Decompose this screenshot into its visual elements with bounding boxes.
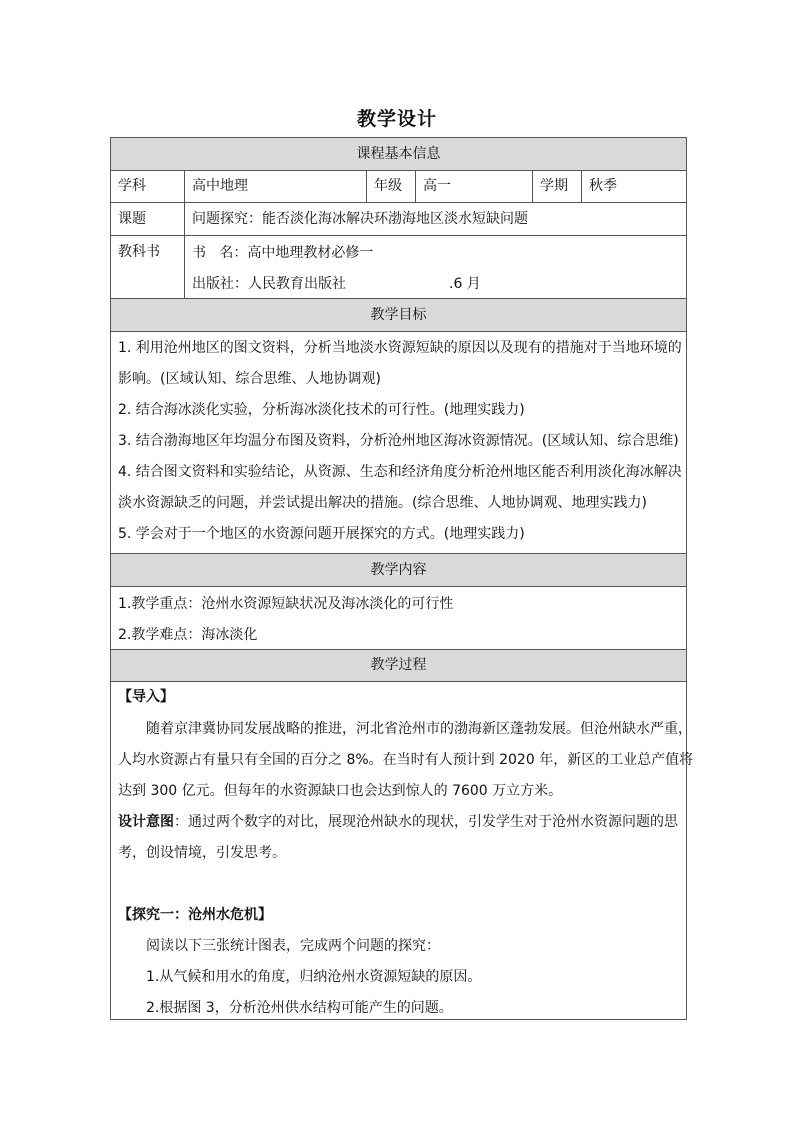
objective-line: 5. 学会对于一个地区的水资源问题开展探究的方式。(地理实践力)	[118, 526, 525, 542]
objective-line: 3. 结合渤海地区年均温分布图及资料，分析沧州地区海冰资源情况。(区域认知、综合思维)	[118, 433, 679, 449]
explore-line: 阅读以下三张统计图表，完成两个问题的探究：	[146, 938, 440, 954]
publisher-line: 出版社：人民教育出版社	[192, 276, 346, 292]
design-intent-line2: 考，创设情境，引发思考。	[118, 845, 286, 861]
design-intent-line	[118, 811, 678, 831]
intro-line: 人均水资源占有量只有全国的百分之 8%。在当时有人预计到 2020 年，新区的工业总产值将	[118, 752, 694, 768]
process-header: 教学过程	[111, 650, 686, 682]
subject-row	[111, 171, 686, 203]
explore-line: 2.根据图 3，分析沧州供水结构可能产生的问题。	[146, 1000, 453, 1016]
document-title: 教学设计	[356, 108, 437, 130]
intro-heading: 【导入】	[118, 689, 174, 705]
publish-date: .6 月	[449, 276, 481, 292]
book-name-line: 书 名：高中地理教材必修一	[192, 245, 374, 261]
difficulty-point: 2.教学难点：海冰淡化	[118, 627, 258, 643]
topic-row	[111, 203, 686, 236]
subject-value: 高中地理	[185, 171, 367, 202]
grade-value: 高一	[416, 171, 533, 202]
process-body	[111, 682, 694, 1019]
grade-label: 年级	[367, 171, 416, 202]
term-label: 学期	[533, 171, 582, 202]
lesson-plan-table	[110, 137, 694, 1020]
objectives-body	[111, 332, 686, 554]
content-header: 教学内容	[111, 554, 686, 587]
explore-line: 1.从气候和用水的角度，归纳沧州水资源短缺的原因。	[146, 969, 482, 985]
subject-label: 学科	[111, 171, 185, 202]
content-body	[111, 587, 686, 650]
design-intent-text: ：通过两个数字的对比，展现沧州缺水的现状，引发学生对于沧州水资源问题的思	[174, 814, 678, 830]
textbook-value	[185, 236, 686, 298]
objective-line: 影响。(区域认知、综合思维、人地协调观)	[118, 371, 381, 387]
objectives-header: 教学目标	[111, 299, 686, 332]
design-intent-label: 设计意图	[118, 814, 174, 830]
explore-heading: 【探究一：沧州水危机】	[118, 907, 272, 923]
textbook-label: 教科书	[111, 236, 185, 298]
term-value: 秋季	[589, 178, 617, 194]
topic-label: 课题	[111, 203, 185, 235]
topic-value: 问题探究：能否淡化海冰解决环渤海地区淡水短缺问题	[192, 211, 528, 227]
objective-line: 淡水资源缺乏的问题，并尝试提出解决的措施。(综合思维、人地协调观、地理实践力)	[118, 495, 647, 511]
objective-line: 2. 结合海冰淡化实验，分析海冰淡化技术的可行性。(地理实践力)	[118, 402, 525, 418]
objective-line: 1. 利用沧州地区的图文资料，分析当地淡水资源短缺的原因以及现有的措施对于当地环境的	[118, 340, 682, 356]
intro-line: 随着京津冀协同发展战略的推进，河北省沧州市的渤海新区蓬勃发展。但沧州缺水严重，	[146, 721, 692, 737]
key-point: 1.教学重点：沧州水资源短缺状况及海冰淡化的可行性	[118, 596, 454, 612]
basic-info-header: 课程基本信息	[111, 138, 686, 171]
objective-line: 4. 结合图文资料和实验结论，从资源、生态和经济角度分析沧州地区能否利用淡化海冰解决	[118, 464, 682, 480]
intro-line: 达到 300 亿元。但每年的水资源缺口也会达到惊人的 7600 万立方米。	[118, 783, 563, 799]
textbook-row	[111, 236, 686, 299]
